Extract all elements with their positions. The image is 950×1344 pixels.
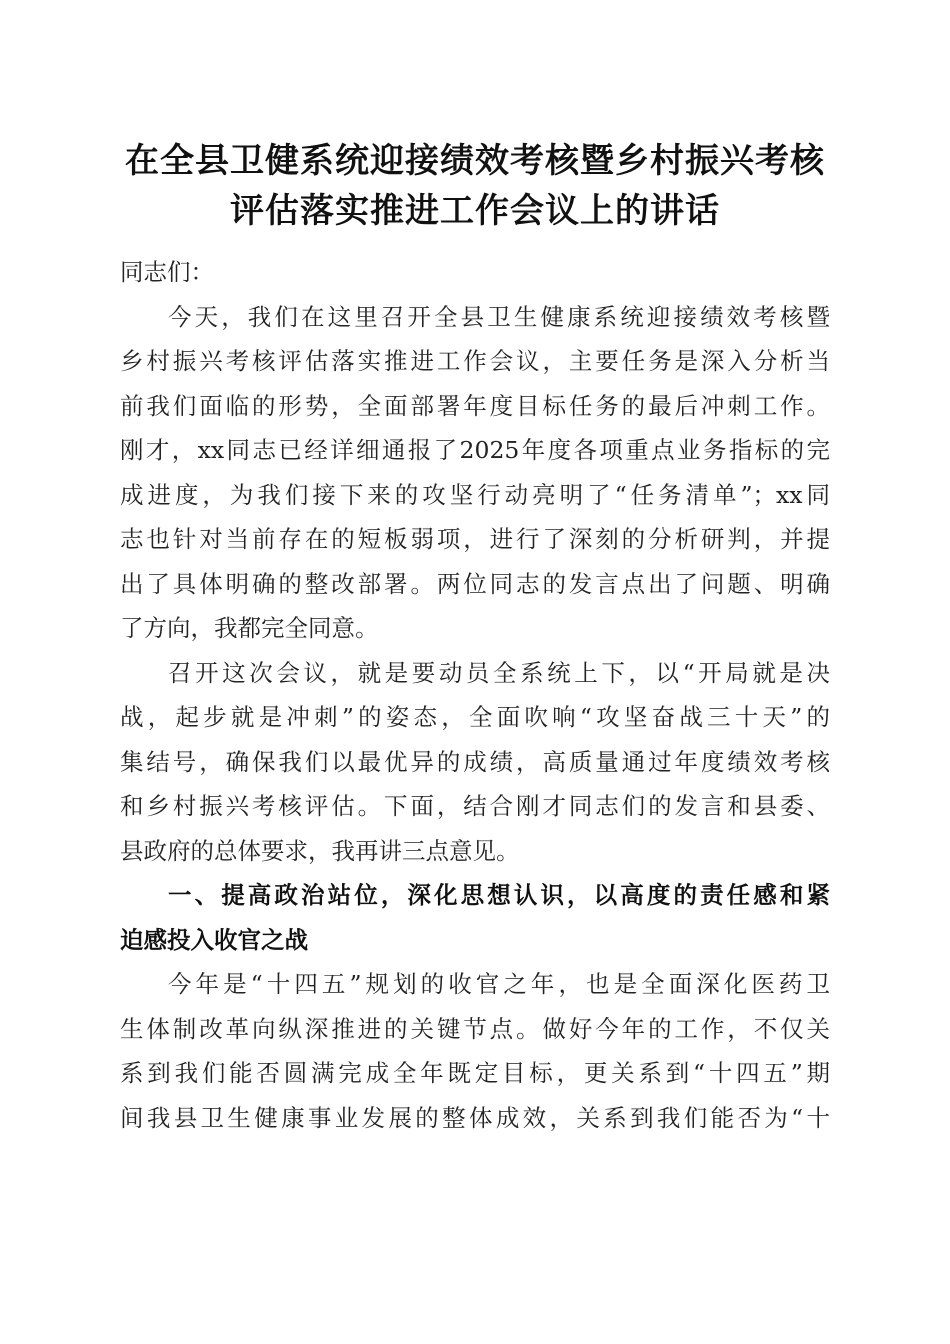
paragraph-line: 成进度，为我们接下来的攻坚行动亮明了“任务清单”；xx同 [120, 480, 830, 509]
document-title-line-2: 评估落实推进工作会议上的讲话 [230, 191, 720, 231]
paragraph-line: 今天，我们在这里召开全县卫生健康系统迎接绩效考核暨 [168, 302, 830, 331]
paragraph-line: 出了具体明确的整改部署。两位同志的发言点出了问题、明确 [120, 569, 830, 598]
section-heading-1 [120, 873, 830, 962]
paragraph-line: 系到我们能否圆满完成全年既定目标，更关系到“十四五”期 [120, 1059, 830, 1087]
paragraph-line: 志也针对当前存在的短板弱项，进行了深刻的分析研判，并提 [120, 525, 830, 553]
paragraph-line: 了方向，我都完全同意。 [120, 614, 379, 642]
paragraph-1 [120, 295, 830, 651]
paragraph-line: 今年是“十四五”规划的收官之年，也是全面深化医药卫 [168, 970, 830, 998]
paragraph-line: 县政府的总体要求，我再讲三点意见。 [120, 836, 520, 865]
document-title-line-1: 在全县卫健系统迎接绩效考核暨乡村振兴考核 [125, 141, 825, 181]
paragraph-line: 集结号，确保我们以最优异的成绩，高质量通过年度绩效考核 [120, 747, 830, 776]
document-body [120, 250, 830, 1140]
paragraph-line: 乡村振兴考核评估落实推进工作会议，主要任务是深入分析当 [120, 347, 830, 375]
salutation: 同志们： [120, 258, 214, 286]
paragraph-line: 刚才，xx同志已经详细通报了2025年度各项重点业务指标的完 [120, 436, 830, 464]
paragraph-line: 生体制改革向纵深推进的关键节点。做好今年的工作，不仅关 [120, 1014, 830, 1043]
paragraph-3 [120, 962, 830, 1140]
paragraph-line: 间我县卫生健康事业发展的整体成效，关系到我们能否为“十 [120, 1103, 830, 1132]
paragraph-line: 战，起步就是冲刺”的姿态，全面吹响“攻坚奋战三十天”的 [120, 703, 830, 731]
section-heading-line: 一、提高政治站位，深化思想认识，以高度的责任感和紧 [168, 881, 830, 909]
paragraph-2 [120, 651, 830, 874]
paragraph-line: 前我们面临的形势，全面部署年度目标任务的最后冲刺工作。 [120, 391, 830, 420]
paragraph-line: 和乡村振兴考核评估。下面，结合刚才同志们的发言和县委、 [120, 792, 830, 820]
section-heading-line: 迫感投入收官之战 [120, 925, 308, 954]
paragraph-line: 召开这次会议，就是要动员全系统上下，以“开局就是决 [168, 658, 830, 687]
